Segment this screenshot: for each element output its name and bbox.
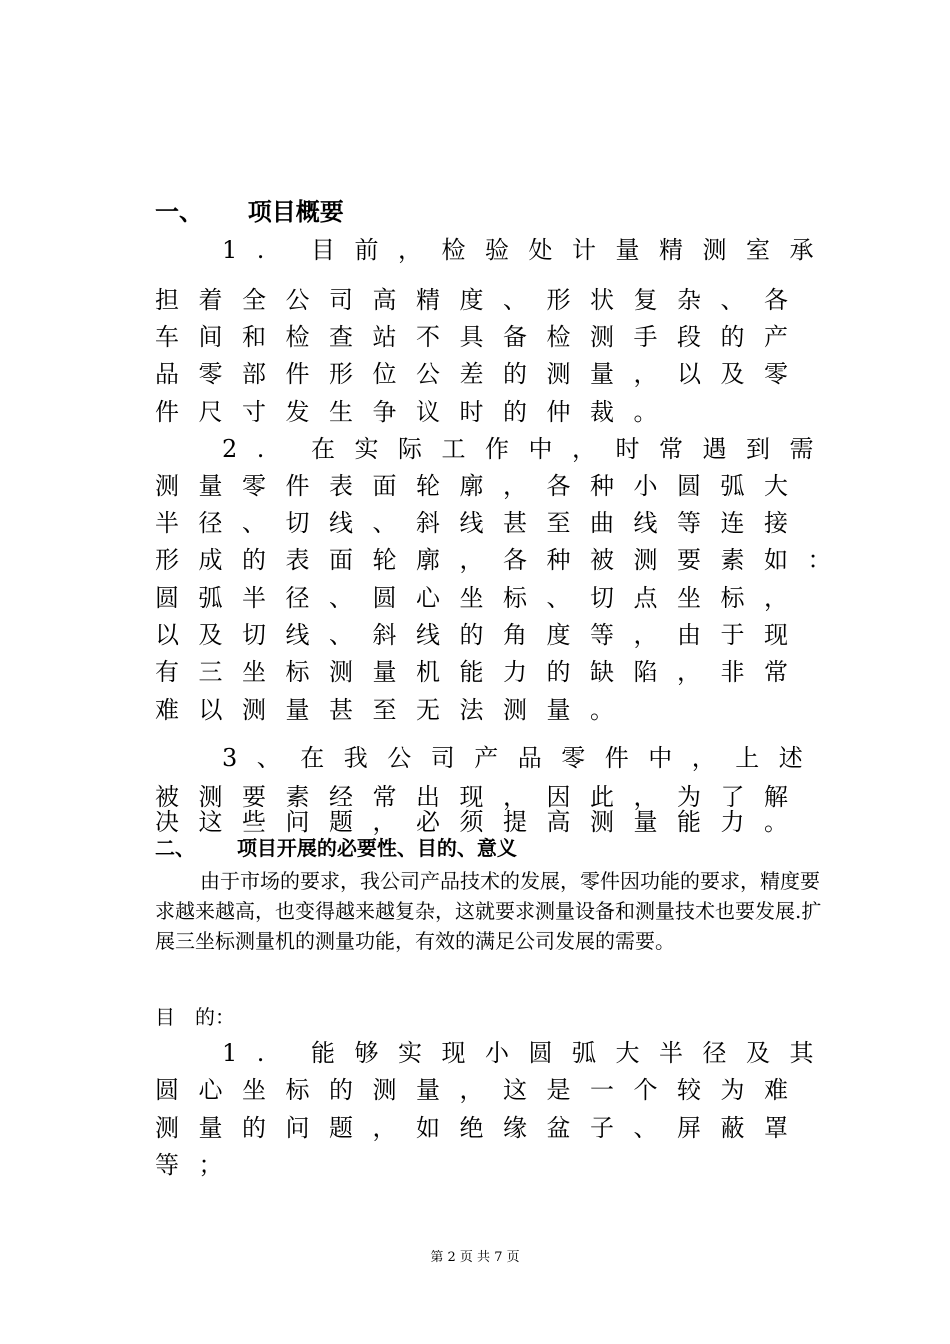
text-line: 难以测量甚至无法测量。 — [155, 696, 634, 724]
text-line: 品零部件形位公差的测量，以及零 — [155, 360, 808, 388]
text-line: 被测要素经常出现，因此，为了解 — [155, 783, 808, 811]
text-line: 2. 在实际工作中，时常遇到需 — [222, 435, 834, 463]
section-1-heading — [155, 198, 344, 226]
text-line: 1. 目前，检验处计量精测室承 — [222, 236, 834, 264]
text-line: 等； — [155, 1151, 242, 1179]
text-line: 3、在我公司产品零件中，上述 — [222, 744, 823, 772]
section-2-title: 项目开展的必要性、目的、意义 — [236, 836, 517, 860]
page-footer: 第 2 页 共 7 页 — [430, 1250, 520, 1265]
section-1-title: 项目概要 — [247, 197, 344, 226]
text-line: 决这些问题，必须提高测量能力。 — [155, 808, 808, 836]
body-paragraph — [155, 866, 825, 956]
text-line: 1. 能够实现小圆弧大半径及其 — [222, 1039, 834, 1067]
text-line: 以及切线、斜线的角度等，由于现 — [155, 621, 808, 649]
text-line: 半径、切线、斜线甚至曲线等连接 — [155, 509, 808, 537]
text-line: 测量的问题，如绝缘盆子、屏蔽罩 — [155, 1114, 808, 1142]
text-line: 圆弧半径、圆心坐标、切点坐标， — [155, 584, 808, 612]
text-line: 测量零件表面轮廓，各种小圆弧大 — [155, 472, 808, 500]
purpose-label: 目 的： — [155, 1005, 235, 1029]
section-2-number: 二、 — [155, 836, 195, 860]
text-line: 圆心坐标的测量，这是一个较为难 — [155, 1076, 808, 1104]
text-line: 件尺寸发生争议时的仲裁。 — [155, 398, 677, 426]
text-line: 车间和检查站不具备检测手段的产 — [155, 323, 808, 351]
text-line: 担着全公司高精度、形状复杂、各 — [155, 286, 808, 314]
section-2-heading — [155, 834, 517, 862]
text-line: 形成的表面轮廓，各种被测要素如： — [155, 546, 851, 574]
text-line: 有三坐标测量机能力的缺陷，非常 — [155, 658, 808, 686]
paragraph-text: 由于市场的要求，我公司产品技术的发展，零件因功能的要求，精度要求越来越高，也变得越来越复杂，这就要求测量设备和测量技术也要发展.扩展三坐标测量机的测量功能，有效的满足公司发展的需要。 — [155, 869, 822, 953]
section-1-number: 一、 — [155, 197, 203, 226]
